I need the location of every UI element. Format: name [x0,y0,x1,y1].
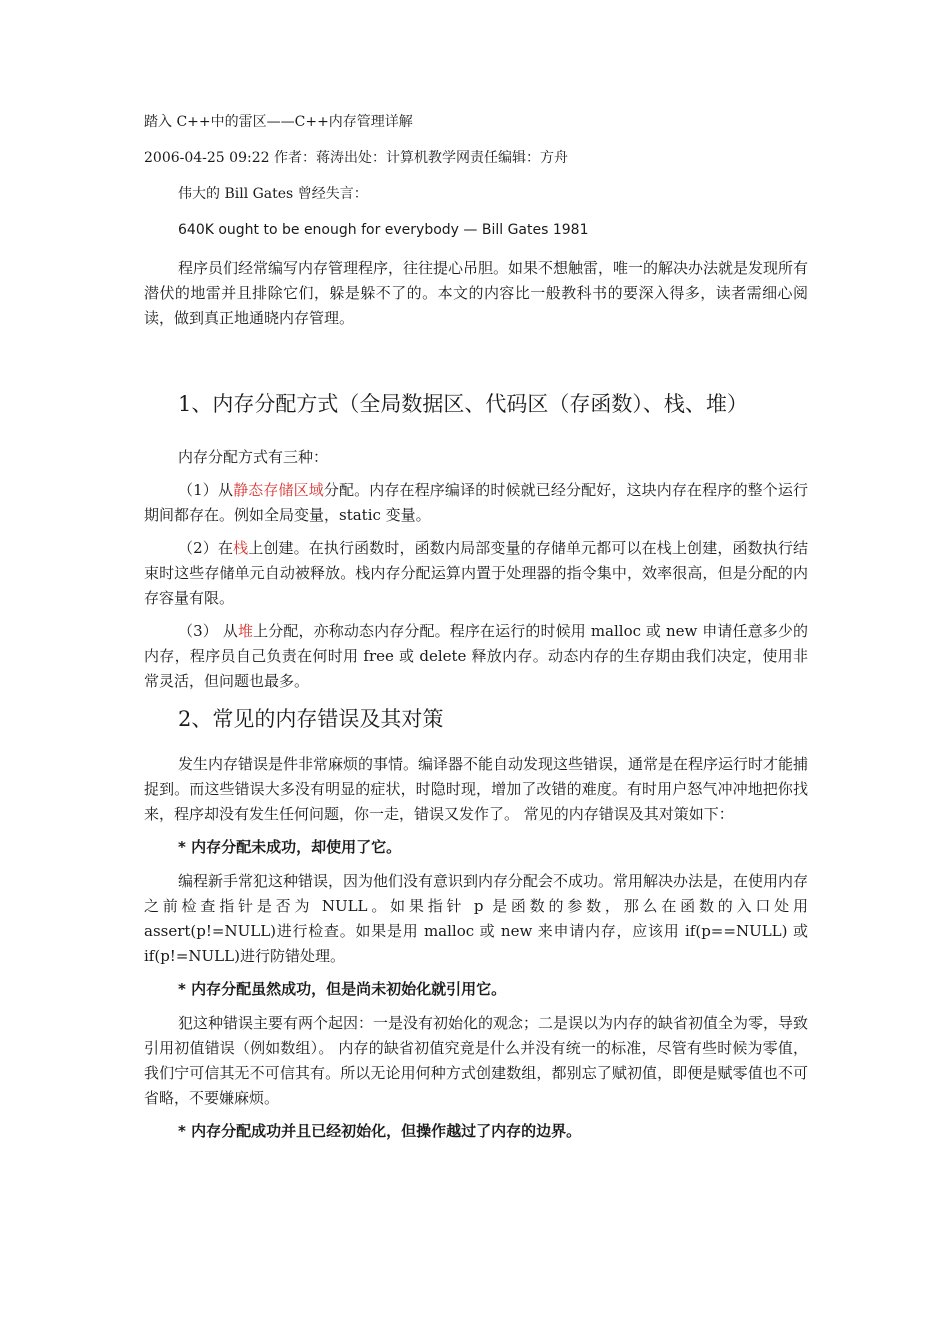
section1-heading: 1、内存分配方式（全局数据区、代码区（存函数）、栈、堆） [178,392,748,416]
item2-rest: 上创建。在执行函数时，函数内局部变量的存储单元都可以在栈上创建，函数执行结束时这些存储单元自动被释放。栈内存分配运算内置于处理器的指令集中，效率很高，但是分配的内存容量有限。 [144,539,808,607]
section2-intro: 发生内存错误是件非常麻烦的事情。编译器不能自动发现这些错误，通常是在程序运行时才能捕捉到。而这些错误大多没有明显的症状，时隐时现，增加了改错的难度。有时用户怒气冲冲地把你找来，程序却没有发生任何问题，你一走，错误又发作了。 常见的内存错误及其对策如下： [144,755,809,823]
bullet-3: * 内存分配成功并且已经初始化，但操作越过了内存的边界。 [178,1122,582,1140]
bullet-1-paragraph: 编程新手常犯这种错误，因为他们没有意识到内存分配会不成功。常用解决办法是，在使用内存之前检查指针是否为 NULL。如果指针 p 是函数的参数，那么在函数的入口处用 assert(p!=NULL)进行检查。如果是用 malloc 或 new 来申请内存，应该用 if(p==NULL) 或 if(p!=NULL)进行防错处理。 [144,872,809,965]
doc-meta: 2006-04-25 09:22 作者：蒋涛出处：计算机教学网责任编辑：方舟 [144,150,568,166]
item1-prefix: （1）从 [178,481,234,499]
item2-prefix: （2）在 [178,539,234,557]
item3-rest: 上分配，亦称动态内存分配。程序在运行的时候用 malloc 或 new 申请任意多少的内存，程序员自己负责在何时用 free 或 delete 释放内存。动态内存的生存期由我们决定，使用非常灵活，但问题也最多。 [144,622,808,690]
doc-title: 踏入 C++中的雷区——C++内存管理详解 [144,114,413,130]
document-page [144,112,808,1153]
intro-paragraph: 程序员们经常编写内存管理程序，往往提心吊胆。如果不想触雷，唯一的解决办法就是发现所有潜伏的地雷并且排除它们，躲是躲不了的。本文的内容比一般教科书的要深入得多，读者需细心阅读，做到真正地通晓内存管理。 [144,259,809,327]
section1-item3 [144,619,808,694]
section1-lead: 内存分配方式有三种： [178,448,329,466]
item1-rest: 分配。内存在程序编译的时候就已经分配好，这块内存在程序的整个运行期间都存在。例如全局变量，static 变量。 [144,481,808,524]
bullet-2: * 内存分配虽然成功，但是尚未初始化就引用它。 [178,980,507,998]
bullet-1: * 内存分配未成功，却使用了它。 [178,838,402,856]
section2-heading: 2、常见的内存错误及其对策 [178,707,444,731]
item3-prefix: （3） 从 [178,622,238,640]
item2-highlight: 栈 [233,539,249,557]
item1-highlight: 静态存储区域 [233,481,324,499]
quote: 640K ought to be enough for everybody — Bill Gates 1981 [178,222,589,238]
section1-item2 [144,536,808,611]
section1-item1 [144,478,808,528]
bullet-2-paragraph: 犯这种错误主要有两个起因：一是没有初始化的观念；二是误以为内存的缺省初值全为零，导致引用初值错误（例如数组）。 内存的缺省初值究竟是什么并没有统一的标准，尽管有些时候为零值，我们宁可信其无不可信其有。所以无论用何种方式创建数组，都别忘了赋初值，即便是赋零值也不可省略，不要嫌麻烦。 [144,1014,809,1107]
item3-highlight: 堆 [237,622,254,640]
quote-intro: 伟大的 Bill Gates 曾经失言： [178,186,368,202]
